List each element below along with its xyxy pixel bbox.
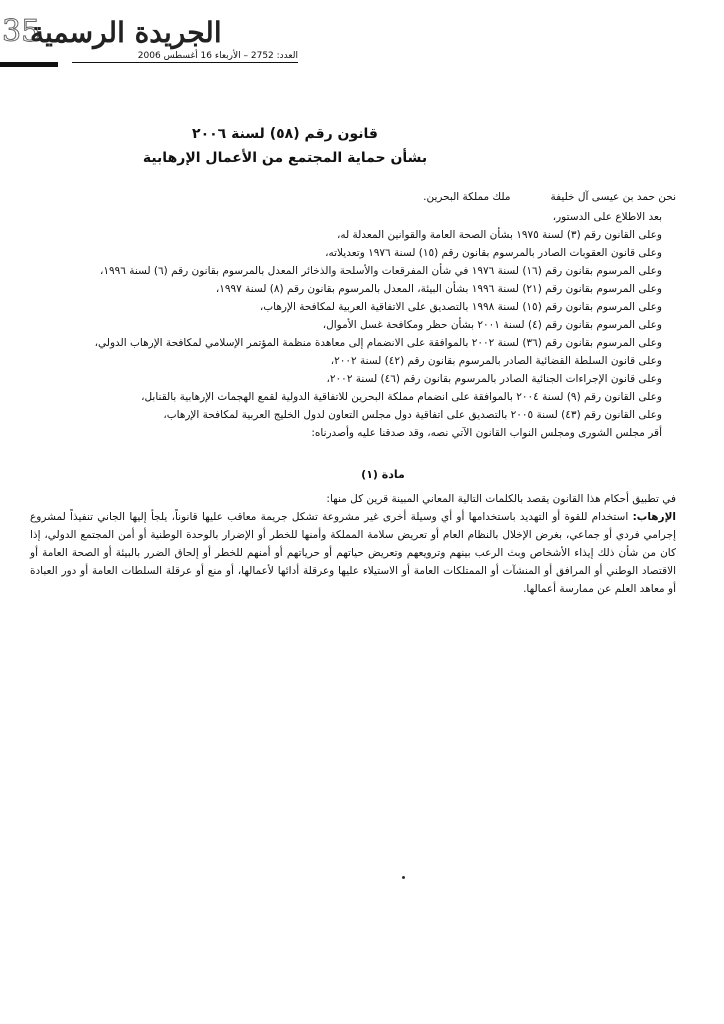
- preamble-item: وعلى المرسوم بقانون رقم (٢١) لسنة ١٩٩٦ بشأن البيئة، المعدل بالمرسوم بقانون رقم (٨) لسنة ١٩٩٧،: [215, 283, 662, 295]
- preamble-item: وعلى قانون العقوبات الصادر بالمرسوم بقانون رقم (١٥) لسنة ١٩٧٦ وتعديلاته،: [325, 247, 662, 259]
- law-title-number: قانون رقم (٥٨) لسنة ٢٠٠٦: [192, 126, 378, 142]
- definition-term: الإرهاب:: [632, 511, 676, 523]
- definition-text: استخدام للقوة أو التهديد باستخدامها أو أي وسيلة أخرى غير مشروعة تشكل جريمة معاقب عليها قانوناً، يلجأ إليها الجاني تنفيذاً لمشروع إجرامي فردي أو جماعي، بغرض الإخلال بالنظام العام أو تعريض سلامة المملكة وأمنها للخطر أو الإضرار بالوحدة الوطنية أو أمن المجتمع الدولي، إذا كان من شأن ذلك إيذاء الأشخاص وبث الرعب بينهم وترويعهم وتعريض حياتهم أو حرياتهم أو أمنهم للخطر أو إلحاق الضرر بالبيئة أو الصحة العامة أو الاقتصاد الوطني أو المرافق أو المنشآت أو الممتلكات العامة أو الاستيلاء عليها وعرقلة أدائها لأعمالها، أو منع أو عرقلة السلطات العامة أو دور العبادة أو معاهد العلم عن ممارسة أعمالها.: [30, 511, 676, 595]
- preamble-item: وعلى القانون رقم (٣) لسنة ١٩٧٥ بشأن الصحة العامة والقوانين المعدلة له،: [336, 229, 662, 241]
- preamble-item: وعلى القانون رقم (٤٣) لسنة ٢٠٠٥ بالتصديق على اتفاقية دول مجلس التعاون لدول الخليج العربية لمكافحة الإرهاب،: [163, 409, 662, 421]
- preamble-item: وعلى القانون رقم (٩) لسنة ٢٠٠٤ بالموافقة على انضمام مملكة البحرين للاتفاقية الدولية لقمع الهجمات الإرهابية بالقنابل،: [141, 391, 662, 403]
- preamble-item: وعلى قانون السلطة القضائية الصادر بالمرسوم بقانون رقم (٤٢) لسنة ٢٠٠٢،: [330, 355, 662, 367]
- law-title: [140, 122, 430, 170]
- page-number: 35: [2, 14, 41, 49]
- definition-paragraph: [30, 508, 676, 598]
- header-rule: [0, 62, 58, 67]
- enactment-clause: أقر مجلس الشورى ومجلس النواب القانون الآتي نصه، وقد صدقنا عليه وأصدرناه:: [311, 427, 662, 439]
- law-title-subject: بشأن حماية المجتمع من الأعمال الإرهابية: [142, 150, 428, 166]
- issuer-name: نحن حمد بن عيسى آل خليفة: [550, 191, 676, 203]
- article-intro: في تطبيق أحكام هذا القانون يقصد بالكلمات التالية المعاني المبينة قرين كل منها:: [326, 493, 676, 505]
- preamble-item: وعلى المرسوم بقانون رقم (١٦) لسنة ١٩٧٦ في شأن المفرقعات والأسلحة والذخائر المعدل بالمرسوم بقانون رقم (٦) لسنة ١٩٩٦،: [99, 265, 662, 277]
- issuer-position: ملك مملكة البحرين.: [423, 191, 511, 203]
- gazette-header: [0, 0, 724, 72]
- preamble-item: بعد الاطلاع على الدستور،: [552, 211, 662, 223]
- preamble-item: وعلى المرسوم بقانون رقم (١٥) لسنة ١٩٩٨ بالتصديق على الاتفاقية العربية لمكافحة الإرهاب،: [259, 301, 662, 313]
- scan-artifact-dot: [402, 876, 405, 879]
- gazette-logo: الجريدة الرسمية: [30, 16, 222, 49]
- law-body: [30, 188, 676, 598]
- issuer-line: [30, 188, 676, 206]
- issue-info: العدد: 2752 – الأربعاء 16 أغسطس 2006: [72, 51, 298, 63]
- preamble-item: وعلى المرسوم بقانون رقم (٣٦) لسنة ٢٠٠٢ بالموافقة على الانضمام إلى معاهدة منظمة المؤتمر الإسلامي لمكافحة الإرهاب الدولي،: [94, 337, 662, 349]
- preamble-item: وعلى قانون الإجراءات الجنائية الصادر بالمرسوم بقانون رقم (٤٦) لسنة ٢٠٠٢،: [326, 373, 662, 385]
- preamble-item: وعلى المرسوم بقانون رقم (٤) لسنة ٢٠٠١ بشأن حظر ومكافحة غسل الأموال،: [322, 319, 662, 331]
- article-heading: مادة (١): [361, 468, 405, 481]
